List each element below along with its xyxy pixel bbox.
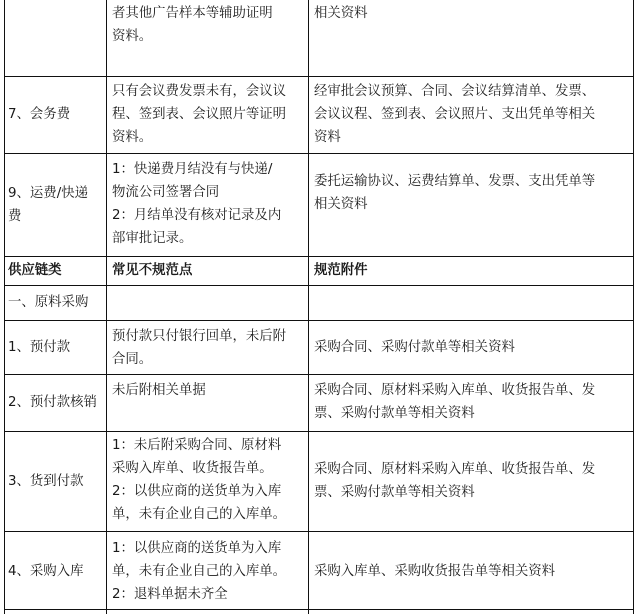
text-line: 会议议程、签到表、会议照片、支出凭单等相关 [314,107,596,122]
text-line: 2：月结单没有核对记录及内 [112,208,282,223]
text-line: 资料。 [112,29,153,44]
text-line: 费 [8,209,22,224]
text-line: 采购合同、原材料采购入库单、收货报告单、发 [314,462,596,477]
supply-chain-header-category: 供应链类 [8,263,62,278]
raw-material-purchase-section: 一、原料采购 [8,295,89,310]
table-border-right [633,0,634,614]
text-line: 资料 [314,130,341,145]
prepayment-verify-category: 2、预付款核销 [8,395,97,410]
row-divider [4,374,634,375]
row-divider [4,256,634,257]
text-line: 2：退料单据未齐全 [112,587,228,602]
text-line: 只有会议费发票未有，会议议 [112,84,287,99]
row-divider [4,153,634,154]
row-divider [4,431,634,432]
row-divider [4,609,634,610]
supply-chain-header-attachment: 规范附件 [314,263,368,278]
top-partial-issue [112,2,273,48]
column-divider-1 [106,0,107,614]
text-line: 未后附相关单据 [112,383,206,398]
text-line: 相关资料 [314,6,368,21]
prepayment-verify-issue [112,379,206,402]
freight-attachment [314,170,595,216]
prepayment-attachment [314,336,515,359]
text-line: 单，未有企业自己的入库单。 [112,564,287,579]
column-divider-2 [308,0,309,614]
text-line: 委托运输协议、运费结算单、发票、支出凭单等 [314,174,596,189]
text-line: 1：未后附采购合同、原材料 [112,438,282,453]
text-line: 预付款只付银行回单，未后附 [112,329,287,344]
text-line: 1：以供应商的送货单为入库 [112,541,282,556]
text-line: 者其他广告样本等辅助证明 [112,6,273,21]
text-line: 物流公司签署合同 [112,185,220,200]
text-line: 采购入库单、采购收货报告单等相关资料 [314,564,556,579]
text-line: 采购合同、采购付款单等相关资料 [314,340,515,355]
text-line: 9、运费/快递 [8,186,88,201]
cod-attachment [314,458,595,504]
warehousing-issue [112,537,286,606]
text-line: 单，未有企业自己的入库单。 [112,507,287,522]
meeting-fee-category: 7、会务费 [8,107,71,122]
prepayment-issue [112,325,286,371]
prepayment-verify-attachment [314,379,595,425]
text-line: 部审批记录。 [112,231,193,246]
row-divider [4,531,634,532]
text-line: 程、签到表、会议照片等证明 [112,107,287,122]
row-divider [4,285,634,286]
text-line: 票、采购付款单等相关资料 [314,406,475,421]
table-border-left [4,0,5,614]
warehousing-attachment [314,560,555,583]
row-divider [4,76,634,77]
prepayment-category: 1、预付款 [8,340,71,355]
text-line: 相关资料 [314,197,368,212]
freight-issue [112,158,281,250]
text-line: 2：以供应商的送货单为入库 [112,484,282,499]
row-divider [4,320,634,321]
text-line: 采购合同、原材料采购入库单、收货报告单、发 [314,383,596,398]
supply-chain-header-issue: 常见不规范点 [112,263,193,278]
freight-category [8,182,88,228]
warehousing-category: 4、采购入库 [8,564,84,579]
text-line: 采购入库单、收货报告单。 [112,461,273,476]
text-line: 经审批会议预算、合同、会议结算清单、发票、 [314,84,596,99]
text-line: 1：快递费月结没有与快递/ [112,162,273,177]
top-partial-attachment [314,2,368,25]
cod-category: 3、货到付款 [8,474,84,489]
cod-issue [112,434,286,526]
text-line: 合同。 [112,352,153,367]
text-line: 资料。 [112,130,153,145]
text-line: 票、采购付款单等相关资料 [314,485,475,500]
meeting-fee-issue [112,80,286,149]
meeting-fee-attachment [314,80,595,149]
